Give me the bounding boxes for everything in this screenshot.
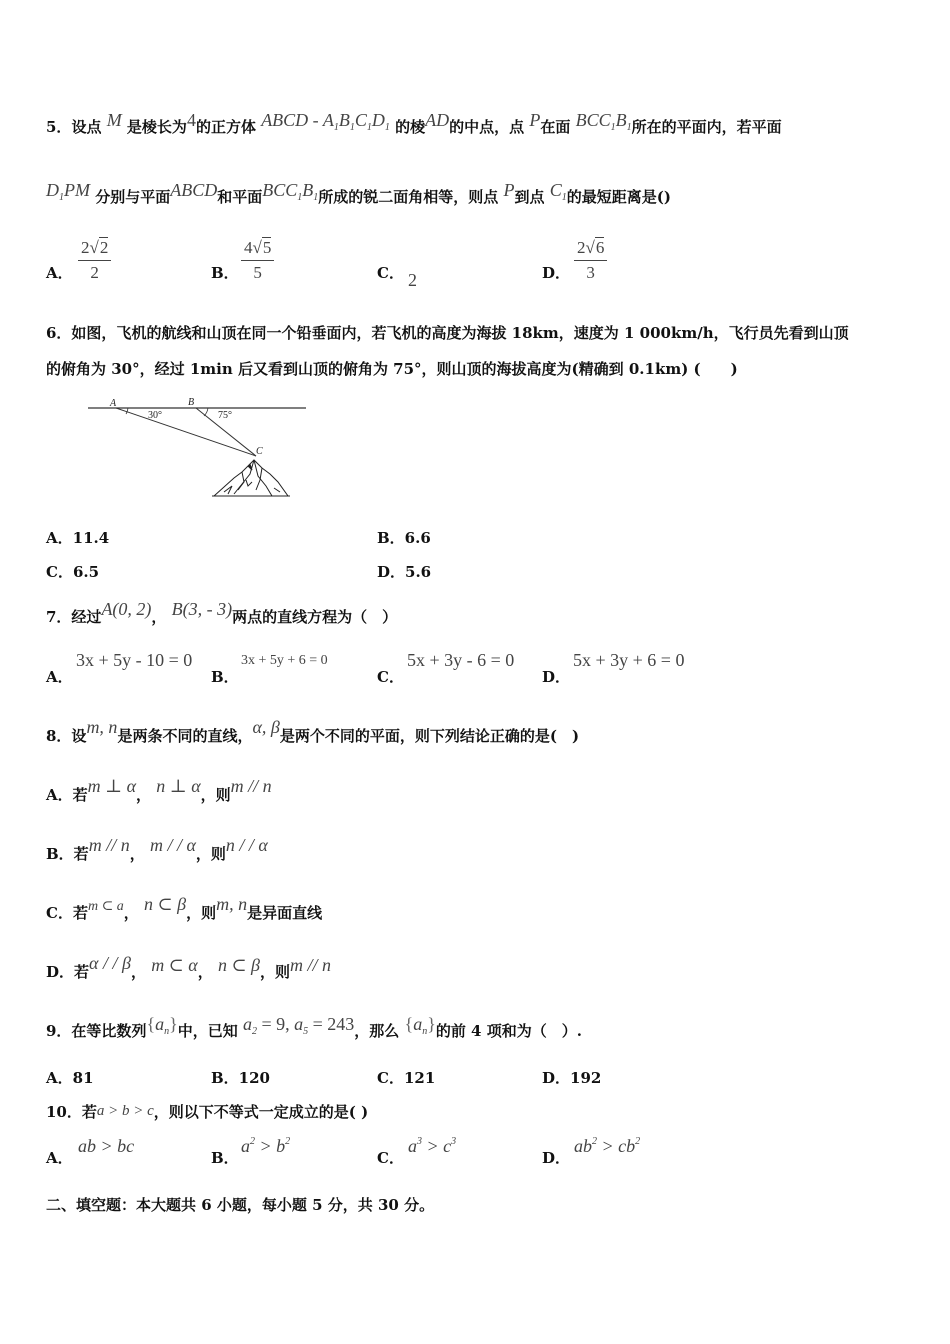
q5-option-a: A．: [46, 264, 73, 282]
q9-option-c: C．121: [377, 1069, 436, 1087]
q10-option-c-expr: $a^3 > c^3$: [408, 1136, 457, 1156]
q10-option-d-expr: $ab^2 > cb^2$: [574, 1136, 641, 1156]
q10-option-c: C．: [377, 1149, 404, 1167]
q8-option-d: D．若α / / β， m ⊂ α， n ⊂ β，则m // n: [46, 953, 332, 981]
q7-option-c-eq: 5x + 3y - 6 = 0: [407, 650, 515, 670]
q7-option-b-eq: 3x + 5y + 6 = 0: [241, 653, 328, 668]
q5-line2: $D_1PM$ 分别与平面ABCD和平面$BCC_1B_1$所成的锐二面角相等，则点 P到点 $C_1$的最短距离是(): [46, 180, 671, 206]
q5-option-d: D．: [542, 264, 571, 282]
section-2-heading: 二、填空题：本大题共 6 小题，每小题 5 分，共 30 分。: [46, 1196, 435, 1214]
q5-option-a-value: $\frac{2√2}{2}$: [78, 238, 111, 283]
q9-option-d: D．192: [542, 1069, 602, 1087]
q6-figure: [84, 394, 306, 504]
q5-line1: 5．设点 M 是棱长为4的正方体 ABCD - $A_1B_1C_1D_1$ 的棱AD的中点，点 P在面 $BCC_1B_1$所在的平面内，若平面: [46, 110, 782, 136]
q10-option-b: B．: [211, 1149, 239, 1167]
q8-option-a: A．若m ⊥ α， n ⊥ α，则m // n: [46, 776, 272, 804]
q7-option-b: B．: [211, 668, 239, 686]
q10-option-d: D．: [542, 1149, 571, 1167]
q7-option-a-eq: 3x + 5y - 10 = 0: [76, 650, 193, 670]
q5-option-b: B．: [211, 264, 239, 282]
q9-stem: 9．在等比数列$\{a_n\}$中，已知 $a_2 = 9$, $a_5 = 243$，那么 $\{a_n\}$的前 4 项和为（ ）.: [46, 1014, 582, 1040]
q10-option-a: A．: [46, 1149, 73, 1167]
q7-option-d-eq: 5x + 3y + 6 = 0: [573, 650, 685, 670]
q6-line1: 6．如图，飞机的航线和山顶在同一个铅垂面内，若飞机的高度为海拔 18km，速度为 1 000km/h，飞行员先看到山顶: [46, 324, 849, 342]
q5-option-d-value: $\frac{2√6}{3}$: [574, 238, 607, 283]
q10-option-b-expr: $a^2 > b^2$: [241, 1136, 291, 1156]
q6-option-c: C．6.5: [46, 563, 100, 581]
sight-line-a: [116, 408, 256, 456]
q6-line2: 的俯角为 30°，经过 1min 后又看到山顶的俯角为 75°，则山顶的海拔高度为(精确到 0.1km) ( ): [46, 360, 738, 378]
q5-option-c-value: 2: [408, 270, 417, 290]
q5-option-b-value: $\frac{4√5}{5}$: [241, 238, 274, 283]
q7-option-d: D．: [542, 668, 571, 686]
fig-angle-30: 30°: [148, 410, 162, 421]
fig-angle-75: 75°: [218, 410, 232, 421]
q8-option-b: B．若m // n， m / / α，则n / / α: [46, 835, 268, 863]
q6-option-b: B．6.6: [377, 529, 431, 547]
q7-stem: 7．经过A(0, 2)， B(3, - 3)两点的直线方程为（ ）: [46, 599, 398, 626]
fig-label-c: C: [256, 446, 263, 457]
q9-option-a: A．81: [46, 1069, 94, 1087]
q6-option-a: A．11.4: [46, 529, 110, 547]
q10-stem: 10．若a > b > c，则以下不等式一定成立的是( ): [46, 1103, 369, 1121]
q7-option-c: C．: [377, 668, 404, 686]
fig-label-a: A: [110, 398, 117, 409]
q6-option-d: D．5.6: [377, 563, 432, 581]
q7-option-a: A．: [46, 668, 73, 686]
q8-stem: 8．设m, n是两条不同的直线，α, β是两个不同的平面，则下列结论正确的是( ): [46, 717, 580, 745]
q10-option-a-expr: ab > bc: [78, 1136, 135, 1156]
q8-option-c: C．若m ⊂ a， n ⊂ β，则m, n是异面直线: [46, 894, 323, 922]
q5-option-c: C．: [377, 264, 404, 282]
fig-label-b: B: [188, 397, 195, 408]
q9-option-b: B．120: [211, 1069, 270, 1087]
mountain-icon: [212, 460, 290, 496]
